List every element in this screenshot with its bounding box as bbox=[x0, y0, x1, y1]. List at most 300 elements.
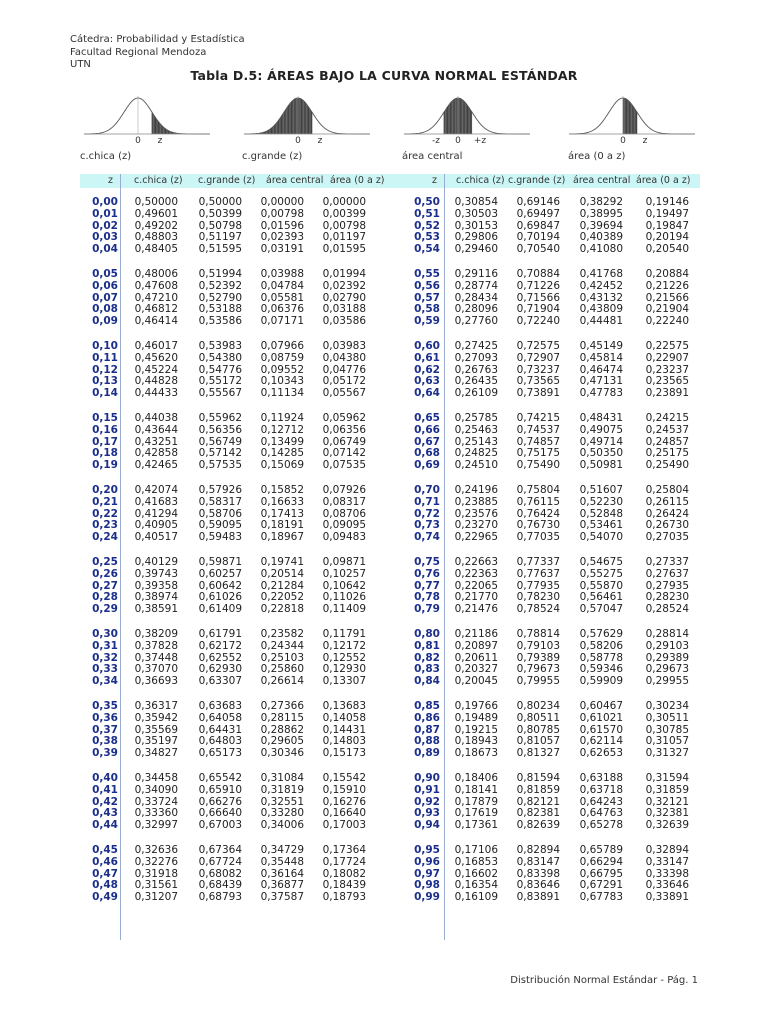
small-tail-value: 0,20327 bbox=[454, 663, 498, 676]
small-tail-value: 0,25143 bbox=[454, 435, 498, 448]
large-area-value: 0,52790 bbox=[198, 291, 242, 304]
small-tail-value: 0,27093 bbox=[454, 351, 498, 364]
col-header-z-right: z bbox=[432, 175, 437, 186]
central-area-value: 0,27366 bbox=[260, 700, 304, 712]
large-area-value: 0,51595 bbox=[198, 243, 242, 256]
table-row bbox=[80, 713, 390, 725]
zero-to-z-value: 0,16640 bbox=[322, 807, 366, 820]
col-header-central-right: área central bbox=[573, 175, 631, 186]
large-area-value: 0,80234 bbox=[516, 700, 560, 712]
figure-caption-small-tail: c.chica (z) bbox=[80, 151, 132, 162]
small-tail-value: 0,49601 bbox=[134, 207, 178, 220]
z-value: 0,20 bbox=[92, 484, 118, 496]
central-area-value: 0,42452 bbox=[579, 279, 623, 292]
col-header-large-area-left: c.grande (z) bbox=[198, 175, 256, 186]
table-row bbox=[400, 892, 710, 904]
z-value: 0,43 bbox=[92, 807, 118, 820]
z-value: 0,65 bbox=[414, 412, 440, 424]
axis-mark: z bbox=[317, 136, 323, 144]
central-area-value: 0,41768 bbox=[579, 268, 623, 280]
table-row bbox=[80, 353, 390, 365]
table-row bbox=[80, 316, 390, 328]
small-tail-value: 0,19766 bbox=[454, 700, 498, 712]
small-tail-value: 0,46017 bbox=[134, 340, 178, 352]
central-area-value: 0,61021 bbox=[579, 711, 623, 724]
z-value: 0,41 bbox=[92, 783, 118, 796]
large-area-value: 0,53188 bbox=[198, 303, 242, 316]
small-tail-value: 0,43644 bbox=[134, 423, 178, 436]
table-row bbox=[400, 641, 710, 653]
large-area-value: 0,83646 bbox=[516, 879, 560, 892]
small-tail-value: 0,30854 bbox=[454, 196, 498, 208]
large-area-value: 0,73891 bbox=[516, 387, 560, 400]
table-row bbox=[80, 785, 390, 797]
zero-to-z-value: 0,08317 bbox=[322, 495, 366, 508]
small-tail-value: 0,20045 bbox=[454, 675, 498, 688]
zero-to-z-value: 0,00399 bbox=[322, 207, 366, 220]
small-tail-value: 0,25785 bbox=[454, 412, 498, 424]
z-value: 0,47 bbox=[92, 867, 118, 880]
large-area-value: 0,82894 bbox=[516, 844, 560, 856]
zero-to-z-value: 0,21226 bbox=[645, 279, 689, 292]
large-area-value: 0,74537 bbox=[516, 423, 560, 436]
large-area-value: 0,83147 bbox=[516, 855, 560, 868]
z-value: 0,26 bbox=[92, 567, 118, 580]
small-tail-value: 0,28774 bbox=[454, 279, 498, 292]
central-area-value: 0,57047 bbox=[579, 603, 623, 616]
central-area-value: 0,11134 bbox=[260, 387, 304, 400]
z-value: 0,55 bbox=[414, 268, 440, 280]
z-value: 0,35 bbox=[92, 700, 118, 712]
small-tail-value: 0,46812 bbox=[134, 303, 178, 316]
large-area-value: 0,57535 bbox=[198, 459, 242, 472]
small-tail-value: 0,30503 bbox=[454, 207, 498, 220]
large-area-value: 0,56356 bbox=[198, 423, 242, 436]
central-area-value: 0,57629 bbox=[579, 628, 623, 640]
axis-mark: 0 bbox=[455, 136, 461, 144]
zero-to-z-value: 0,14058 bbox=[322, 711, 366, 724]
zero-to-z-value: 0,04776 bbox=[322, 363, 366, 376]
z-value: 0,28 bbox=[92, 591, 118, 604]
central-area-value: 0,00000 bbox=[260, 196, 304, 208]
zero-to-z-value: 0,20540 bbox=[645, 243, 689, 256]
col-header-zero-to-z-left: área (0 a z) bbox=[330, 175, 385, 186]
zero-to-z-value: 0,32381 bbox=[645, 807, 689, 820]
zero-to-z-value: 0,24215 bbox=[645, 412, 689, 424]
large-area-value: 0,54776 bbox=[198, 363, 242, 376]
central-area-value: 0,49714 bbox=[579, 435, 623, 448]
z-value: 0,66 bbox=[414, 423, 440, 436]
table-row bbox=[80, 857, 390, 869]
zero-to-z-value: 0,32894 bbox=[645, 844, 689, 856]
zero-to-z-value: 0,15542 bbox=[322, 772, 366, 784]
small-tail-value: 0,28434 bbox=[454, 291, 498, 304]
central-area-value: 0,26614 bbox=[260, 675, 304, 688]
large-area-value: 0,75490 bbox=[516, 459, 560, 472]
z-value: 0,31 bbox=[92, 639, 118, 652]
central-area-value: 0,07171 bbox=[260, 315, 304, 328]
small-tail-value: 0,26435 bbox=[454, 375, 498, 388]
table-row bbox=[400, 713, 710, 725]
z-value: 0,02 bbox=[92, 219, 118, 232]
large-area-value: 0,77035 bbox=[516, 531, 560, 544]
large-area-value: 0,61791 bbox=[198, 628, 242, 640]
large-area-value: 0,81057 bbox=[516, 735, 560, 748]
large-area-value: 0,61026 bbox=[198, 591, 242, 604]
small-tail-value: 0,45620 bbox=[134, 351, 178, 364]
large-area-value: 0,64803 bbox=[198, 735, 242, 748]
table-row bbox=[400, 569, 710, 581]
zero-to-z-value: 0,12930 bbox=[322, 663, 366, 676]
z-value: 0,14 bbox=[92, 387, 118, 400]
small-tail-value: 0,48803 bbox=[134, 231, 178, 244]
large-area-value: 0,65173 bbox=[198, 747, 242, 760]
z-value: 0,53 bbox=[414, 231, 440, 244]
col-header-z-left: z bbox=[108, 175, 113, 186]
central-area-value: 0,06376 bbox=[260, 303, 304, 316]
zero-to-z-value: 0,24857 bbox=[645, 435, 689, 448]
central-area-value: 0,63718 bbox=[579, 783, 623, 796]
z-value: 0,90 bbox=[414, 772, 440, 784]
central-area-value: 0,60467 bbox=[579, 700, 623, 712]
zero-to-z-value: 0,25490 bbox=[645, 459, 689, 472]
small-tail-value: 0,28096 bbox=[454, 303, 498, 316]
zero-to-z-value: 0,33147 bbox=[645, 855, 689, 868]
central-area-value: 0,55275 bbox=[579, 567, 623, 580]
large-area-value: 0,70540 bbox=[516, 243, 560, 256]
table-row bbox=[80, 820, 390, 832]
small-tail-value: 0,33724 bbox=[134, 795, 178, 808]
large-area-value: 0,56749 bbox=[198, 435, 242, 448]
z-value: 0,96 bbox=[414, 855, 440, 868]
table-row bbox=[400, 281, 710, 293]
z-value: 0,86 bbox=[414, 711, 440, 724]
small-tail-value: 0,17879 bbox=[454, 795, 498, 808]
large-area-value: 0,80785 bbox=[516, 723, 560, 736]
zero-to-z-value: 0,19497 bbox=[645, 207, 689, 220]
z-value: 0,15 bbox=[92, 412, 118, 424]
large-area-value: 0,80511 bbox=[516, 711, 560, 724]
central-area-value: 0,46474 bbox=[579, 363, 623, 376]
table-row bbox=[80, 425, 390, 437]
central-area-value: 0,64763 bbox=[579, 807, 623, 820]
central-area-value: 0,03191 bbox=[260, 243, 304, 256]
large-area-value: 0,78230 bbox=[516, 591, 560, 604]
small-tail-value: 0,33360 bbox=[134, 807, 178, 820]
central-area-value: 0,35448 bbox=[260, 855, 304, 868]
zero-to-z-value: 0,18082 bbox=[322, 867, 366, 880]
large-area-value: 0,60257 bbox=[198, 567, 242, 580]
central-area-value: 0,62653 bbox=[579, 747, 623, 760]
central-area-value: 0,37587 bbox=[260, 891, 304, 904]
central-area-value: 0,33280 bbox=[260, 807, 304, 820]
small-tail-value: 0,32636 bbox=[134, 844, 178, 856]
zero-to-z-value: 0,17003 bbox=[322, 819, 366, 832]
large-area-value: 0,58317 bbox=[198, 495, 242, 508]
table-row bbox=[80, 748, 390, 760]
small-tail-value: 0,36693 bbox=[134, 675, 178, 688]
small-tail-value: 0,36317 bbox=[134, 700, 178, 712]
zero-to-z-value: 0,11791 bbox=[322, 628, 366, 640]
small-tail-value: 0,32276 bbox=[134, 855, 178, 868]
z-value: 0,95 bbox=[414, 844, 440, 856]
zero-to-z-value: 0,14803 bbox=[322, 735, 366, 748]
zero-to-z-value: 0,11409 bbox=[322, 603, 366, 616]
z-value: 0,85 bbox=[414, 700, 440, 712]
small-tail-value: 0,31918 bbox=[134, 867, 178, 880]
z-value: 0,42 bbox=[92, 795, 118, 808]
large-area-value: 0,74857 bbox=[516, 435, 560, 448]
central-area-value: 0,25103 bbox=[260, 651, 304, 664]
large-area-value: 0,76115 bbox=[516, 495, 560, 508]
curve-figure-right-tail bbox=[80, 92, 220, 144]
central-area-value: 0,24344 bbox=[260, 639, 304, 652]
small-tail-value: 0,46414 bbox=[134, 315, 178, 328]
large-area-value: 0,53586 bbox=[198, 315, 242, 328]
large-area-value: 0,81859 bbox=[516, 783, 560, 796]
small-tail-value: 0,35569 bbox=[134, 723, 178, 736]
large-area-value: 0,78524 bbox=[516, 603, 560, 616]
large-area-value: 0,59871 bbox=[198, 556, 242, 568]
central-area-value: 0,65789 bbox=[579, 844, 623, 856]
table-row bbox=[400, 532, 710, 544]
zero-to-z-value: 0,07142 bbox=[322, 447, 366, 460]
small-tail-value: 0,20611 bbox=[454, 651, 498, 664]
small-tail-value: 0,35942 bbox=[134, 711, 178, 724]
z-value: 0,45 bbox=[92, 844, 118, 856]
central-area-value: 0,22052 bbox=[260, 591, 304, 604]
small-tail-value: 0,18943 bbox=[454, 735, 498, 748]
col-header-central-left: área central bbox=[266, 175, 324, 186]
z-value: 0,33 bbox=[92, 663, 118, 676]
small-tail-value: 0,49202 bbox=[134, 219, 178, 232]
large-area-value: 0,73237 bbox=[516, 363, 560, 376]
large-area-value: 0,64431 bbox=[198, 723, 242, 736]
zero-to-z-value: 0,27337 bbox=[645, 556, 689, 568]
central-area-value: 0,43809 bbox=[579, 303, 623, 316]
small-tail-value: 0,48006 bbox=[134, 268, 178, 280]
z-value: 0,40 bbox=[92, 772, 118, 784]
z-value: 0,50 bbox=[414, 196, 440, 208]
zero-to-z-value: 0,28814 bbox=[645, 628, 689, 640]
zero-to-z-value: 0,15910 bbox=[322, 783, 366, 796]
z-value: 0,69 bbox=[414, 459, 440, 472]
small-tail-value: 0,22965 bbox=[454, 531, 498, 544]
z-value: 0,72 bbox=[414, 507, 440, 520]
small-tail-value: 0,37448 bbox=[134, 651, 178, 664]
table-row bbox=[400, 244, 710, 256]
z-value: 0,61 bbox=[414, 351, 440, 364]
central-area-value: 0,67783 bbox=[579, 891, 623, 904]
figure-caption-large-area: c.grande (z) bbox=[242, 151, 303, 162]
zero-to-z-value: 0,28230 bbox=[645, 591, 689, 604]
small-tail-value: 0,26763 bbox=[454, 363, 498, 376]
central-area-value: 0,18191 bbox=[260, 519, 304, 532]
central-area-value: 0,47131 bbox=[579, 375, 623, 388]
z-value: 0,99 bbox=[414, 891, 440, 904]
zero-to-z-value: 0,24537 bbox=[645, 423, 689, 436]
z-value: 0,71 bbox=[414, 495, 440, 508]
small-tail-value: 0,48405 bbox=[134, 243, 178, 256]
z-value: 0,57 bbox=[414, 291, 440, 304]
zero-to-z-value: 0,26730 bbox=[645, 519, 689, 532]
z-value: 0,68 bbox=[414, 447, 440, 460]
small-tail-value: 0,34458 bbox=[134, 772, 178, 784]
central-area-value: 0,00798 bbox=[260, 207, 304, 220]
large-area-value: 0,67364 bbox=[198, 844, 242, 856]
large-area-value: 0,62552 bbox=[198, 651, 242, 664]
large-area-value: 0,77935 bbox=[516, 579, 560, 592]
zero-to-z-value: 0,13683 bbox=[322, 700, 366, 712]
z-value: 0,37 bbox=[92, 723, 118, 736]
small-tail-value: 0,40905 bbox=[134, 519, 178, 532]
central-area-value: 0,36164 bbox=[260, 867, 304, 880]
central-area-value: 0,32551 bbox=[260, 795, 304, 808]
central-area-value: 0,34006 bbox=[260, 819, 304, 832]
central-area-value: 0,04784 bbox=[260, 279, 304, 292]
central-area-value: 0,12712 bbox=[260, 423, 304, 436]
small-tail-value: 0,37070 bbox=[134, 663, 178, 676]
z-value: 0,63 bbox=[414, 375, 440, 388]
central-area-value: 0,29605 bbox=[260, 735, 304, 748]
axis-mark: +z bbox=[473, 136, 487, 144]
z-value: 0,36 bbox=[92, 711, 118, 724]
large-area-value: 0,69847 bbox=[516, 219, 560, 232]
axis-mark: 0 bbox=[295, 136, 301, 144]
central-area-value: 0,11924 bbox=[260, 412, 304, 424]
central-area-value: 0,14285 bbox=[260, 447, 304, 460]
small-tail-value: 0,47210 bbox=[134, 291, 178, 304]
zero-to-z-value: 0,10642 bbox=[322, 579, 366, 592]
small-tail-value: 0,27760 bbox=[454, 315, 498, 328]
table-row bbox=[80, 641, 390, 653]
zero-to-z-value: 0,06356 bbox=[322, 423, 366, 436]
zero-to-z-value: 0,07535 bbox=[322, 459, 366, 472]
col-header-small-tail-right: c.chica (z) bbox=[456, 175, 505, 186]
large-area-value: 0,81594 bbox=[516, 772, 560, 784]
small-tail-value: 0,32997 bbox=[134, 819, 178, 832]
central-area-value: 0,49075 bbox=[579, 423, 623, 436]
small-tail-value: 0,40517 bbox=[134, 531, 178, 544]
zero-to-z-value: 0,02392 bbox=[322, 279, 366, 292]
zero-to-z-value: 0,29673 bbox=[645, 663, 689, 676]
zero-to-z-value: 0,30234 bbox=[645, 700, 689, 712]
z-value: 0,13 bbox=[92, 375, 118, 388]
zero-to-z-value: 0,30785 bbox=[645, 723, 689, 736]
small-tail-value: 0,16602 bbox=[454, 867, 498, 880]
zero-to-z-value: 0,31327 bbox=[645, 747, 689, 760]
table-row bbox=[400, 316, 710, 328]
large-area-value: 0,74215 bbox=[516, 412, 560, 424]
zero-to-z-value: 0,00798 bbox=[322, 219, 366, 232]
small-tail-value: 0,24825 bbox=[454, 447, 498, 460]
small-tail-value: 0,23270 bbox=[454, 519, 498, 532]
central-area-value: 0,52848 bbox=[579, 507, 623, 520]
zero-to-z-value: 0,03188 bbox=[322, 303, 366, 316]
zero-to-z-value: 0,27935 bbox=[645, 579, 689, 592]
large-area-value: 0,68793 bbox=[198, 891, 242, 904]
zero-to-z-value: 0,31057 bbox=[645, 735, 689, 748]
table-row bbox=[80, 281, 390, 293]
z-value: 0,98 bbox=[414, 879, 440, 892]
z-value: 0,18 bbox=[92, 447, 118, 460]
small-tail-value: 0,16853 bbox=[454, 855, 498, 868]
central-area-value: 0,54070 bbox=[579, 531, 623, 544]
zero-to-z-value: 0,33646 bbox=[645, 879, 689, 892]
central-area-value: 0,53461 bbox=[579, 519, 623, 532]
large-area-value: 0,50000 bbox=[198, 196, 242, 208]
z-value: 0,93 bbox=[414, 807, 440, 820]
z-value: 0,73 bbox=[414, 519, 440, 532]
zero-to-z-value: 0,18793 bbox=[322, 891, 366, 904]
large-area-value: 0,64058 bbox=[198, 711, 242, 724]
large-area-value: 0,52392 bbox=[198, 279, 242, 292]
large-area-value: 0,79955 bbox=[516, 675, 560, 688]
zero-to-z-value: 0,29955 bbox=[645, 675, 689, 688]
z-value: 0,29 bbox=[92, 603, 118, 616]
small-tail-value: 0,44433 bbox=[134, 387, 178, 400]
figure-caption-zero-to-z: área (0 a z) bbox=[568, 151, 626, 162]
zero-to-z-value: 0,14431 bbox=[322, 723, 366, 736]
large-area-value: 0,75175 bbox=[516, 447, 560, 460]
z-value: 0,00 bbox=[92, 196, 118, 208]
large-area-value: 0,62172 bbox=[198, 639, 242, 652]
central-area-value: 0,58206 bbox=[579, 639, 623, 652]
table-row bbox=[80, 892, 390, 904]
central-area-value: 0,54675 bbox=[579, 556, 623, 568]
large-area-value: 0,82381 bbox=[516, 807, 560, 820]
z-value: 0,32 bbox=[92, 651, 118, 664]
central-area-value: 0,41080 bbox=[579, 243, 623, 256]
zero-to-z-value: 0,05962 bbox=[322, 412, 366, 424]
large-area-value: 0,61409 bbox=[198, 603, 242, 616]
small-tail-value: 0,16354 bbox=[454, 879, 498, 892]
axis-mark: 0 bbox=[135, 136, 141, 144]
large-area-value: 0,77337 bbox=[516, 556, 560, 568]
large-area-value: 0,71226 bbox=[516, 279, 560, 292]
small-tail-value: 0,39743 bbox=[134, 567, 178, 580]
header-line-faculty: Facultad Regional Mendoza bbox=[70, 46, 207, 58]
central-area-value: 0,03988 bbox=[260, 268, 304, 280]
z-value: 0,79 bbox=[414, 603, 440, 616]
central-area-value: 0,28115 bbox=[260, 711, 304, 724]
table-row bbox=[80, 676, 390, 688]
central-area-value: 0,40389 bbox=[579, 231, 623, 244]
zero-to-z-value: 0,00000 bbox=[322, 196, 366, 208]
table-row bbox=[400, 460, 710, 472]
large-area-value: 0,76424 bbox=[516, 507, 560, 520]
central-area-value: 0,63188 bbox=[579, 772, 623, 784]
small-tail-value: 0,22363 bbox=[454, 567, 498, 580]
small-tail-value: 0,17619 bbox=[454, 807, 498, 820]
large-area-value: 0,63307 bbox=[198, 675, 242, 688]
large-area-value: 0,66276 bbox=[198, 795, 242, 808]
z-value: 0,87 bbox=[414, 723, 440, 736]
z-value: 0,82 bbox=[414, 651, 440, 664]
z-value: 0,74 bbox=[414, 531, 440, 544]
z-value: 0,48 bbox=[92, 879, 118, 892]
z-value: 0,24 bbox=[92, 531, 118, 544]
small-tail-value: 0,41683 bbox=[134, 495, 178, 508]
central-area-value: 0,23582 bbox=[260, 628, 304, 640]
large-area-value: 0,72575 bbox=[516, 340, 560, 352]
zero-to-z-value: 0,01197 bbox=[322, 231, 366, 244]
z-value: 0,12 bbox=[92, 363, 118, 376]
small-tail-value: 0,21476 bbox=[454, 603, 498, 616]
zero-to-z-value: 0,22907 bbox=[645, 351, 689, 364]
central-area-value: 0,31084 bbox=[260, 772, 304, 784]
central-area-value: 0,28862 bbox=[260, 723, 304, 736]
